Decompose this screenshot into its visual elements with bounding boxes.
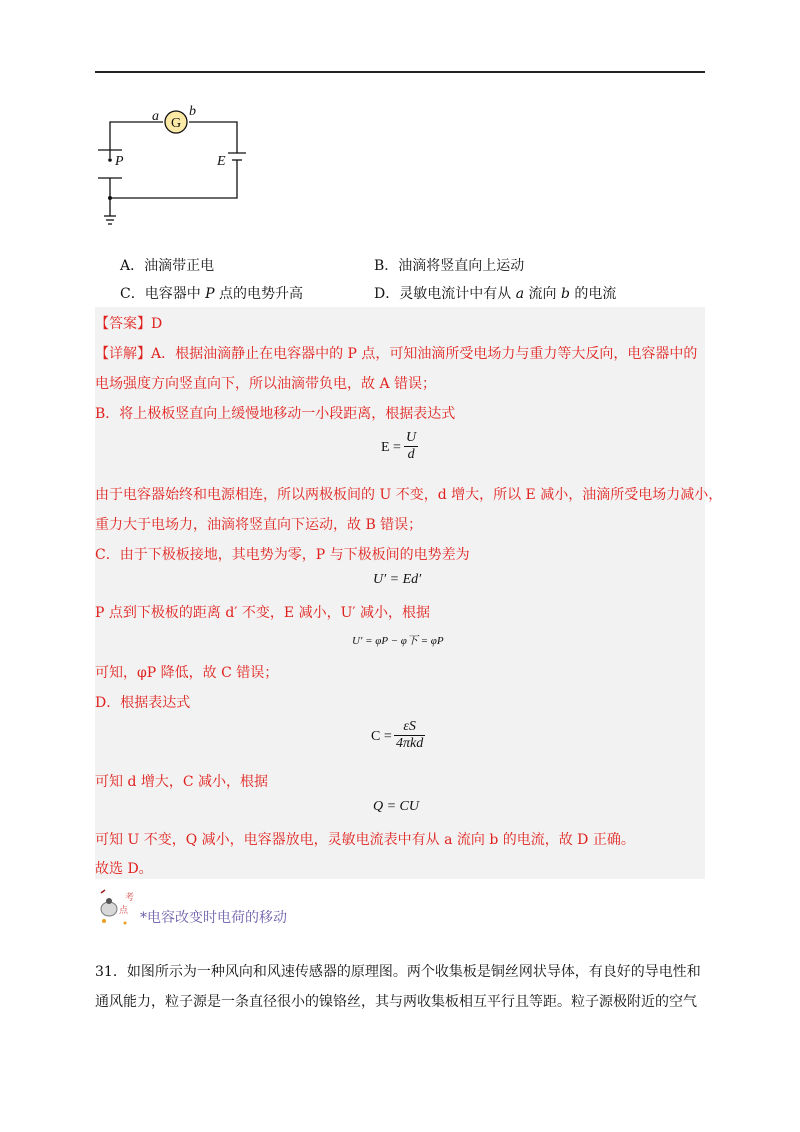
label-a: a — [152, 109, 159, 124]
label-p: P — [115, 154, 124, 169]
kaodian-icon — [95, 887, 135, 927]
formula-e-lhs: E = — [381, 440, 401, 455]
formula-c-lhs: C = — [371, 729, 392, 744]
galvanometer-label: G — [170, 116, 182, 131]
question-31-line-2: 通风能力，粒子源是一条直径很小的镍铬丝，其与两收集板相互平行且等距。粒子源极附近的空气 — [95, 994, 697, 1010]
b-line-2: 由于电容器始终和电源相连，所以两极板间的 U 不变，d 增大，所以 E 减小，油滴所受电场力减小， — [95, 487, 723, 503]
c-line-2: P 点到下极板的距离 d′ 不变，E 减小，U′ 减小，根据 — [95, 605, 431, 621]
detail-line-1: 【详解】A．根据油滴静止在电容器中的 P 点，可知油滴所受电场力与重力等大反向，电容器中的 — [95, 346, 698, 362]
option-c: C．电容器中 P 点的电势升高 — [120, 286, 304, 302]
svg-text:考: 考 — [125, 893, 135, 903]
formula-u-ed: U′ = Ed′ — [373, 572, 422, 587]
formula-potential: U′ = φP − φ下 = φP — [352, 635, 444, 647]
d-line-1: D．根据表达式 — [95, 695, 191, 711]
d-line-2: 可知 d 增大，C 减小，根据 — [95, 774, 269, 790]
c-line-3: 可知，φP 降低，故 C 错误； — [95, 665, 279, 681]
label-e: E — [217, 154, 226, 169]
question-31-line-1: 31．如图所示为一种风向和风速传感器的原理图。两个收集板是铜丝网状导体，有良好的导电性和 — [95, 964, 701, 980]
formula-q-cu: Q = CU — [373, 799, 420, 814]
final-answer: 故选 D。 — [95, 861, 153, 877]
option-a: A．油滴带正电 — [120, 258, 215, 274]
header-rule — [95, 71, 705, 73]
svg-text:点: 点 — [119, 906, 129, 916]
formula-c-fraction: εS 4πkd — [396, 719, 424, 751]
answer-line: 【答案】D — [95, 316, 163, 332]
formula-e-fraction: $\frac{U}{d}$ — [406, 430, 417, 462]
b-line-3: 重力大于电场力，油滴将竖直向下运动，故 B 错误； — [95, 517, 423, 533]
detail-line-2: 电场强度方向竖直向下，所以油滴带负电，故 A 错误； — [95, 376, 437, 392]
c-line-1: C．由于下极板接地，其电势为零，P 与下极板间的电势差为 — [95, 547, 470, 563]
label-b: b — [189, 104, 196, 119]
circuit-diagram — [92, 98, 262, 238]
kaodian-tag: *电容改变时电荷的移动 — [140, 910, 287, 926]
option-d: D．灵敏电流计中有从 a 流向 b 的电流 — [374, 286, 617, 302]
d-line-3: 可知 U 不变，Q 减小，电容器放电，灵敏电流表中有从 a 流向 b 的电流，故 D 正确。 — [95, 832, 635, 848]
b-line-1: B．将上极板竖直向上缓慢地移动一小段距离，根据表达式 — [95, 406, 456, 422]
option-b: B．油滴将竖直向上运动 — [374, 258, 525, 274]
